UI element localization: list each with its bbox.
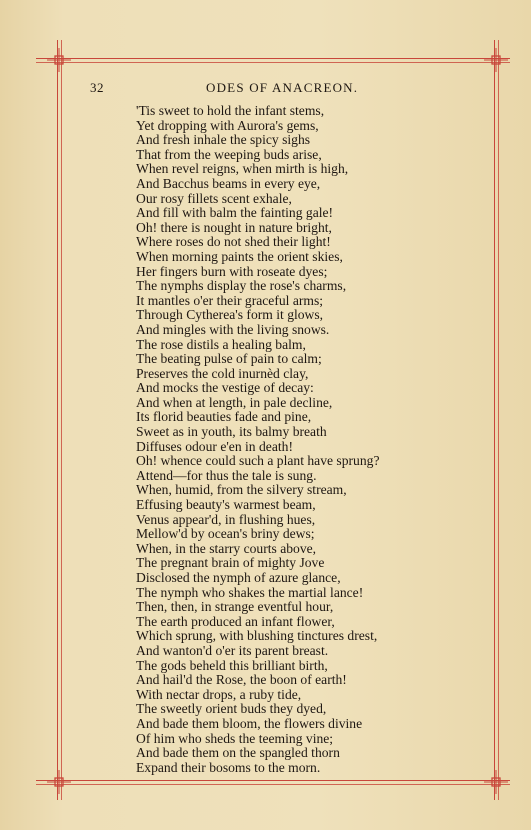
poem-line: And wanton'd o'er its parent breast.: [136, 642, 329, 658]
poem-line: Preserves the cold inurnèd clay,: [136, 365, 309, 381]
poem-line: Where roses do not shed their light!: [136, 234, 331, 250]
poem-line: The pregnant brain of mighty Jove: [136, 555, 325, 571]
poem-line: Effusing beauty's warmest beam,: [136, 497, 316, 513]
poem-line: The nymphs display the rose's charms,: [136, 278, 347, 294]
running-title: ODES OF ANACREON.: [206, 80, 359, 95]
poem-line: Our rosy fillets scent exhale,: [136, 190, 292, 206]
border-left-rule: [57, 40, 58, 800]
poem-line: The sweetly orient buds they dyed,: [136, 701, 327, 717]
poem-line: Disclosed the nymph of azure glance,: [136, 570, 341, 585]
poem-line: The beating pulse of pain to calm;: [136, 351, 322, 367]
corner-ornament-icon: [484, 48, 508, 72]
poem-line: Yet dropping with Aurora's gems,: [136, 117, 319, 133]
poem-line: Attend—for thus the tale is sung.: [136, 467, 317, 483]
poem-line: The nymph who shakes the martial lance!: [136, 584, 364, 600]
border-top-rule: [36, 58, 510, 59]
corner-ornament-icon: [47, 48, 71, 72]
poem-line: And when at length, in pale decline,: [136, 394, 333, 410]
poem-line: With nectar drops, a ruby tide,: [136, 686, 302, 702]
poem-text: [136, 104, 476, 775]
poem-line: When, humid, from the silvery stream,: [136, 482, 347, 498]
poem-line: And bade them on the spangled thorn: [136, 745, 340, 761]
running-header: [56, 80, 456, 98]
poem-line: Oh! there is nought in nature bright,: [136, 219, 332, 235]
poem-line: When, in the starry courts above,: [136, 540, 317, 556]
poem-line: Expand their bosoms to the morn.: [136, 759, 321, 775]
poem-line: Which sprung, with blushing tinctures drest,: [136, 628, 378, 644]
poem-line: It mantles o'er their graceful arms;: [136, 292, 324, 308]
border-right-rule: [494, 40, 495, 800]
poem-line: Venus appear'd, in flushing hues,: [136, 511, 316, 527]
poem-line: And mocks the vestige of decay:: [136, 380, 314, 396]
poem-line: The rose distils a healing balm,: [136, 336, 306, 352]
poem-line: Oh! whence could such a plant have sprung?: [136, 453, 380, 469]
border-bottom-rule: [36, 780, 510, 781]
poem-line: Then, then, in strange eventful hour,: [136, 599, 334, 615]
poem-line: Diffuses odour e'en in death!: [136, 438, 293, 454]
border-right-inner-rule: [498, 40, 499, 800]
border-left-inner-rule: [61, 40, 62, 800]
poem-line: And Bacchus beams in every eye,: [136, 175, 321, 191]
poem-line: Mellow'd by ocean's briny dews;: [136, 526, 315, 542]
poem-line: Her fingers burn with roseate dyes;: [136, 263, 328, 279]
poem-line: When revel reigns, when mirth is high,: [136, 161, 349, 177]
poem-line: Through Cytherea's form it glows,: [136, 307, 324, 323]
poem-line: Of him who sheds the teeming vine;: [136, 730, 334, 746]
poem-line: And fresh inhale the spicy sighs: [136, 132, 311, 148]
corner-ornament-icon: [47, 770, 71, 794]
poem-line: The earth produced an infant flower,: [136, 613, 335, 629]
poem-line: Sweet as in youth, its balmy breath: [136, 424, 327, 440]
poem-line: And hail'd the Rose, the boon of earth!: [136, 672, 347, 688]
poem-line: And fill with balm the fainting gale!: [136, 205, 334, 221]
border-bottom-inner-rule: [36, 784, 510, 785]
poem-line: 'Tis sweet to hold the infant stems,: [136, 103, 325, 118]
corner-ornament-icon: [484, 770, 508, 794]
border-top-inner-rule: [36, 62, 510, 63]
poem-line: That from the weeping buds arise,: [136, 146, 322, 162]
poem-line: And mingles with the living snows.: [136, 321, 330, 337]
poem-line: Its florid beauties fade and pine,: [136, 409, 312, 425]
poem-line: When morning paints the orient skies,: [136, 248, 343, 264]
poem-line: The gods beheld this brilliant birth,: [136, 657, 328, 673]
page-number: 32: [90, 80, 104, 95]
poem-line: And bade them bloom, the flowers divine: [136, 715, 363, 731]
